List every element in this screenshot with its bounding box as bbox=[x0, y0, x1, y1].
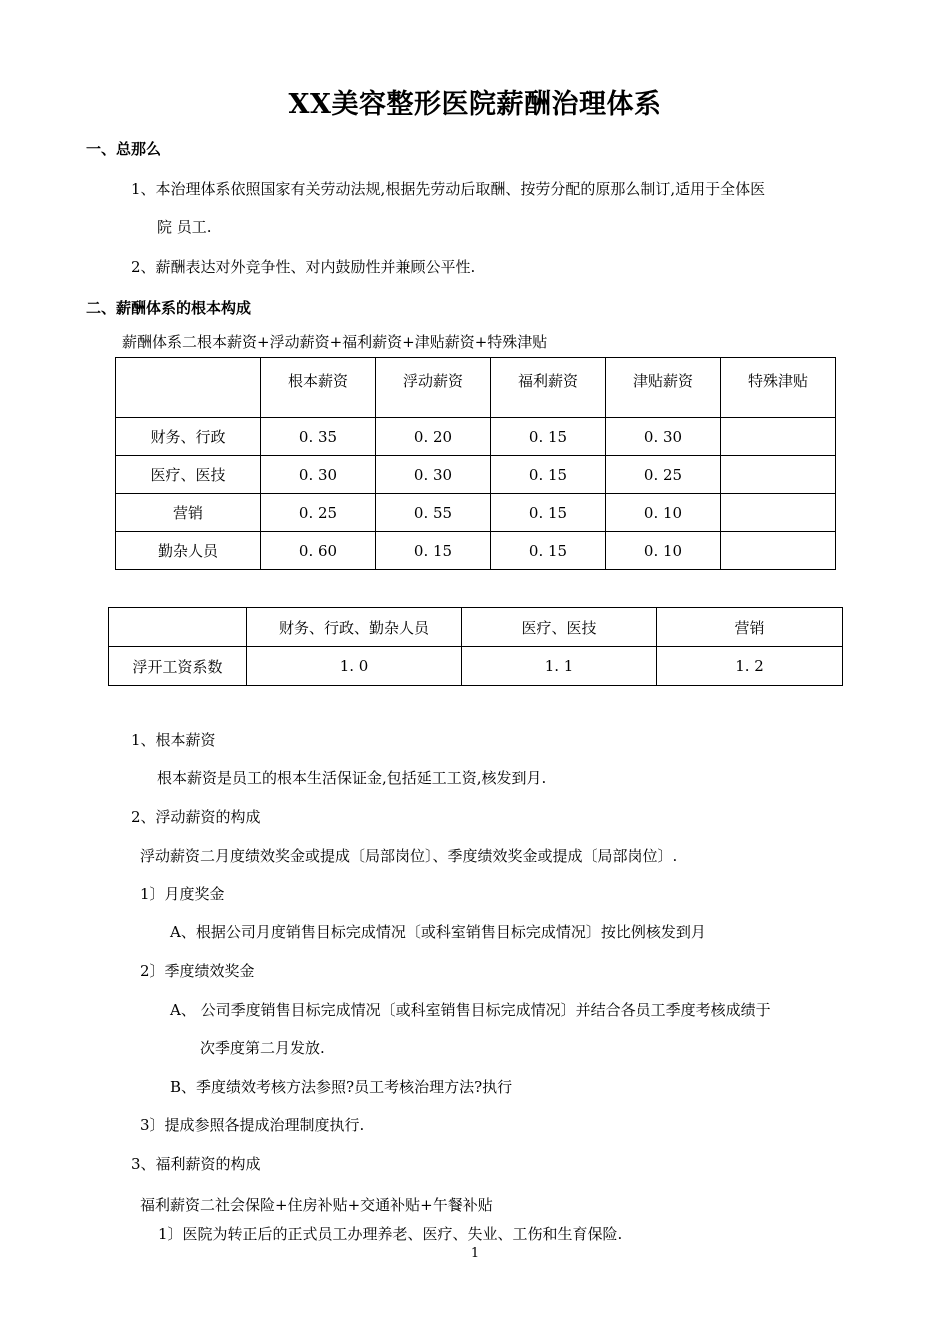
monthly-bonus-item-a: A、根据公司月度销售目标完成情况〔或科室销售目标完成情况〕按比例核发到月 bbox=[170, 923, 706, 941]
table-cell: 勤杂人员 bbox=[116, 532, 261, 570]
table-cell bbox=[721, 494, 836, 532]
table-cell: 0. 25 bbox=[261, 494, 376, 532]
table-header-cell: 营销 bbox=[657, 608, 843, 647]
table-header-row bbox=[109, 608, 843, 647]
table-cell: 0. 15 bbox=[491, 532, 606, 570]
welfare-item-1: 1〕医院为转正后的正式员工办理养老、医疗、失业、工伤和生育保险. bbox=[158, 1225, 623, 1243]
table-cell: 0. 15 bbox=[491, 494, 606, 532]
table-header-cell: 福利薪资 bbox=[491, 358, 606, 418]
table-cell: 0. 55 bbox=[376, 494, 491, 532]
table-cell: 0. 30 bbox=[606, 418, 721, 456]
table-header-cell bbox=[116, 358, 261, 418]
table-header-row bbox=[116, 358, 836, 418]
coefficient-table bbox=[108, 607, 843, 686]
paragraph-1-line-1: 1、本治理体系依照国家有关劳动法规,根据先劳动后取酬、按劳分配的原那么制订,适用于全体医 bbox=[131, 180, 766, 198]
table-header-cell: 特殊津贴 bbox=[721, 358, 836, 418]
table-header-cell: 津贴薪资 bbox=[606, 358, 721, 418]
table-cell: 营销 bbox=[116, 494, 261, 532]
table-cell: 0. 10 bbox=[606, 532, 721, 570]
table-header-cell: 财务、行政、勤杂人员 bbox=[247, 608, 462, 647]
table-cell: 0. 30 bbox=[376, 456, 491, 494]
quarterly-bonus-item-a-line-1: A、 公司季度销售目标完成情况〔或科室销售目标完成情况〕并结合各员工季度考核成绩于 bbox=[170, 1001, 771, 1019]
welfare-salary-formula: 福利薪资二社会保险+住房补贴+交通补贴+午餐补贴 bbox=[140, 1196, 493, 1214]
table-header-cell: 根本薪资 bbox=[261, 358, 376, 418]
monthly-bonus-heading: 1〕月度奖金 bbox=[140, 885, 225, 903]
float-salary-formula: 浮动薪资二月度绩效奖金或提成〔局部岗位〕、季度绩效奖金或提成〔局部岗位〕. bbox=[140, 847, 678, 865]
paragraph-2: 2、薪酬表达对外竞争性、对内鼓励性并兼顾公平性. bbox=[131, 258, 476, 276]
base-salary-heading: 1、根本薪资 bbox=[131, 731, 216, 749]
table-cell: 财务、行政 bbox=[116, 418, 261, 456]
salary-formula: 薪酬体系二根本薪资+浮动薪资+福利薪资+津贴薪资+特殊津贴 bbox=[122, 333, 548, 351]
table-cell: 0. 30 bbox=[261, 456, 376, 494]
table-cell: 0. 35 bbox=[261, 418, 376, 456]
document-title: XX美容整形医院薪酬治理体系 bbox=[288, 89, 662, 120]
quarterly-bonus-item-b: B、季度绩效考核方法参照?员工考核治理方法?执行 bbox=[170, 1078, 513, 1096]
section-2-heading: 二、薪酬体系的根本构成 bbox=[86, 299, 252, 317]
table-cell bbox=[721, 456, 836, 494]
table-cell: 0. 20 bbox=[376, 418, 491, 456]
table-row bbox=[116, 456, 836, 494]
section-1-heading: 一、总那么 bbox=[86, 140, 162, 158]
table-cell bbox=[721, 532, 836, 570]
table-cell: 医疗、医技 bbox=[116, 456, 261, 494]
table-cell: 0. 25 bbox=[606, 456, 721, 494]
commission-item: 3〕提成参照各提成治理制度执行. bbox=[140, 1116, 365, 1134]
table-cell: 浮开工资系数 bbox=[109, 647, 247, 686]
table-cell: 1. 0 bbox=[247, 647, 462, 686]
table-cell: 1. 1 bbox=[462, 647, 657, 686]
quarterly-bonus-item-a-line-2: 次季度第二月发放. bbox=[200, 1039, 325, 1057]
salary-ratio-table bbox=[115, 357, 836, 570]
table-cell: 0. 60 bbox=[261, 532, 376, 570]
table-cell: 0. 10 bbox=[606, 494, 721, 532]
float-salary-heading: 2、浮动薪资的构成 bbox=[131, 808, 261, 826]
table-cell: 0. 15 bbox=[491, 456, 606, 494]
base-salary-text: 根本薪资是员工的根本生活保证金,包括延工工资,核发到月. bbox=[157, 769, 547, 787]
table-row bbox=[116, 494, 836, 532]
table-header-cell: 医疗、医技 bbox=[462, 608, 657, 647]
page-number: 1 bbox=[470, 1246, 480, 1261]
table-row bbox=[109, 647, 843, 686]
welfare-salary-heading: 3、福利薪资的构成 bbox=[131, 1155, 261, 1173]
table-header-cell: 浮动薪资 bbox=[376, 358, 491, 418]
table-cell: 0. 15 bbox=[376, 532, 491, 570]
table-row bbox=[116, 418, 836, 456]
paragraph-1-line-2: 院 员工. bbox=[157, 218, 212, 236]
quarterly-bonus-heading: 2〕季度绩效奖金 bbox=[140, 962, 255, 980]
table-cell bbox=[721, 418, 836, 456]
table-row bbox=[116, 532, 836, 570]
table-cell: 1. 2 bbox=[657, 647, 843, 686]
table-header-cell bbox=[109, 608, 247, 647]
table-cell: 0. 15 bbox=[491, 418, 606, 456]
